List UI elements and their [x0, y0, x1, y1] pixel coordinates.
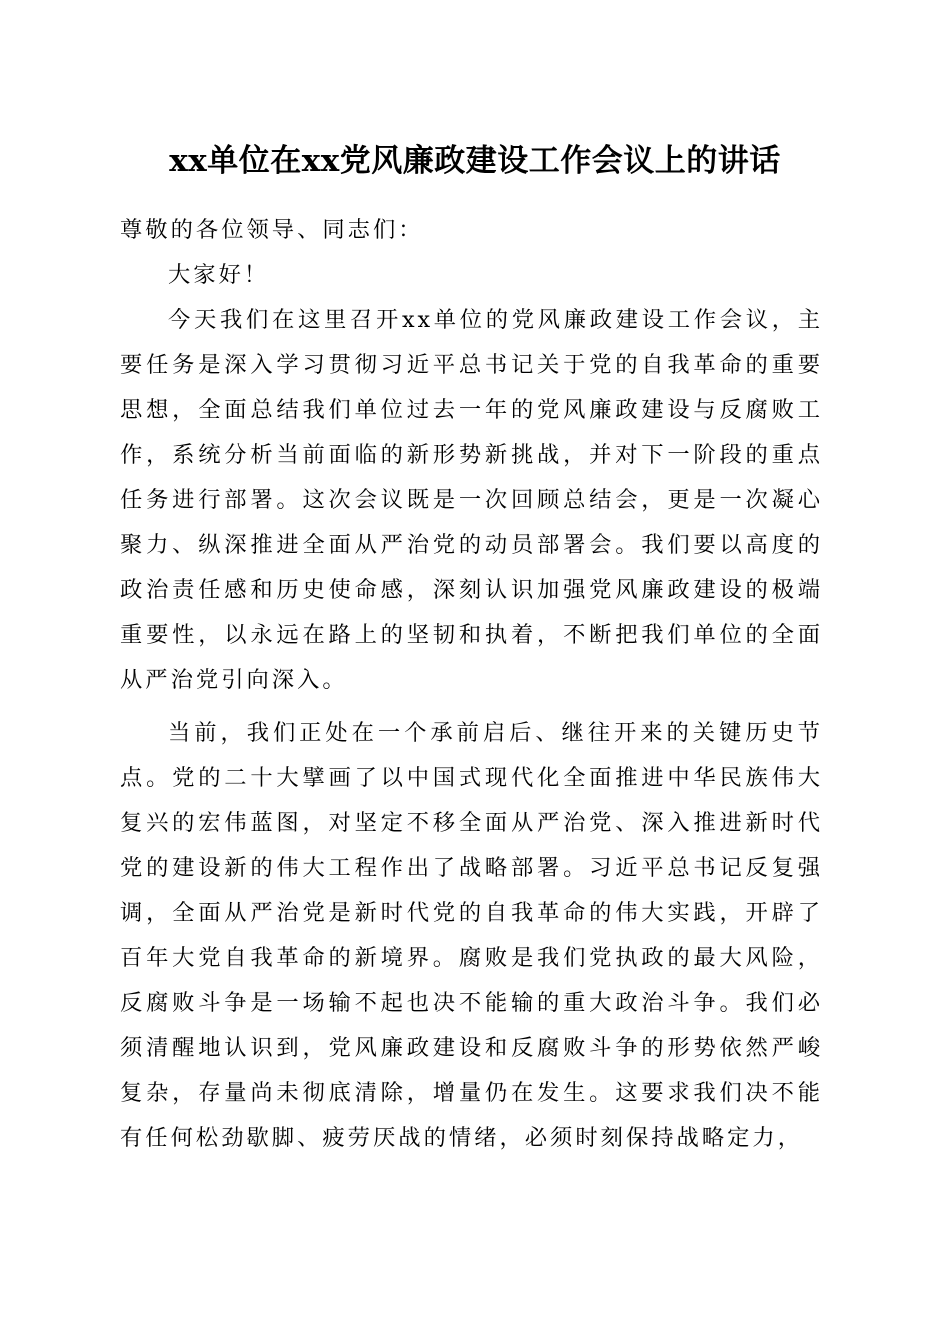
paragraph-2: 当前，我们正处在一个承前启后、继往开来的关键历史节点。党的二十大擘画了以中国式现代化全面推进中华民族伟大复兴的宏伟蓝图，对坚定不移全面从严治党、深入推进新时代党的建设新的伟大工程作出了战略部署。习近平总书记反复强调，全面从严治党是新时代党的自我革命的伟大实践，开辟了百年大党自我革命的新境界。腐败是我们党执政的最大风险，反腐败斗争是一场输不起也决不能输的重大政治斗争。我们必须清醒地认识到，党风廉政建设和反腐败斗争的形势依然严峻复杂，存量尚未彻底清除，增量仍在发生。这要求我们决不能有任何松劲歇脚、疲劳厌战的情绪，必须时刻保持战略定力， — [120, 720, 823, 1151]
document-body — [120, 208, 823, 1161]
greeting: 大家好！ — [168, 262, 270, 288]
paragraph-1: 今天我们在这里召开xx单位的党风廉政建设工作会议，主要任务是深入学习贯彻习近平总书记关于党的自我革命的重要思想，全面总结我们单位过去一年的党风廉政建设与反腐败工作，系统分析当前面临的新形势新挑战，并对下一阶段的重点任务进行部署。这次会议既是一次回顾总结会，更是一次凝心聚力、纵深推进全面从严治党的动员部署会。我们要以高度的政治责任感和历史使命感，深刻认识加强党风廉政建设的极端重要性，以永远在路上的坚韧和执着，不断把我们单位的全面从严治党引向深入。 — [120, 307, 823, 693]
document-title: xx单位在xx党风廉政建设工作会议上的讲话 — [169, 143, 781, 179]
salutation: 尊敬的各位领导、同志们： — [120, 217, 424, 243]
